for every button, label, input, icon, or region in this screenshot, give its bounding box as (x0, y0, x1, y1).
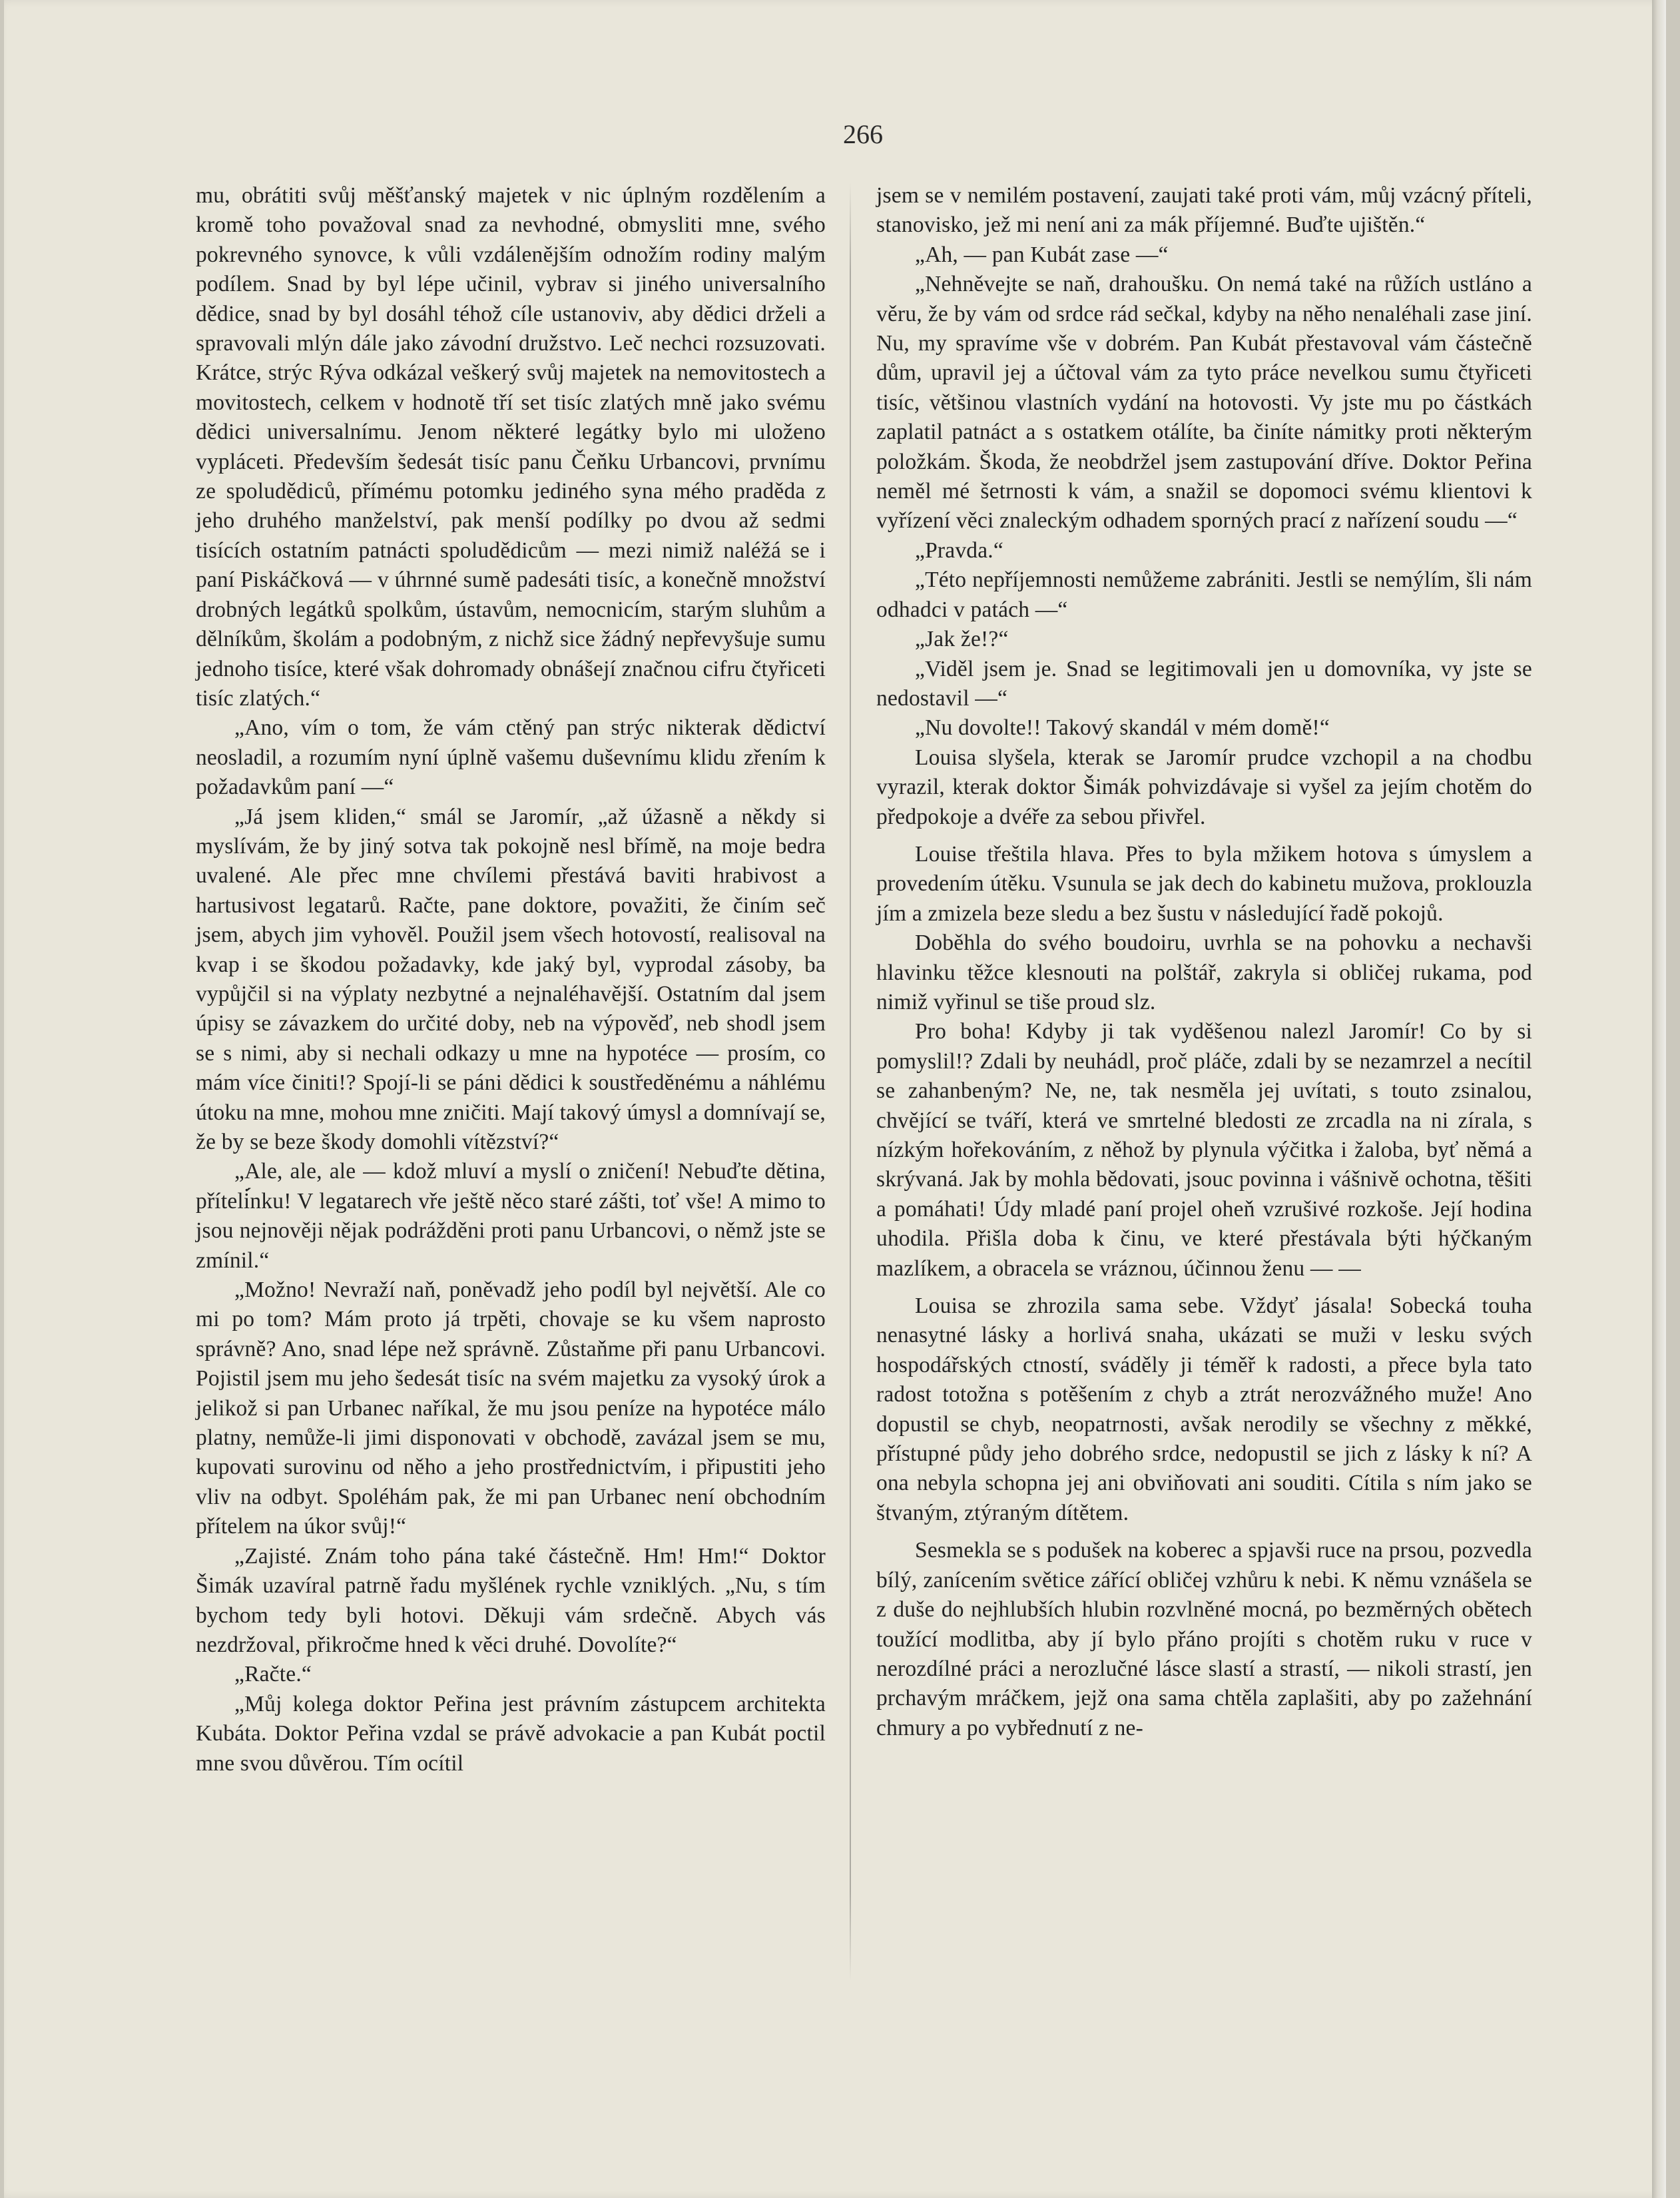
paragraph: „Nehněvejte se naň, drahoušku. On nemá také na růžích ustláno a věru, že by vám od srdce rád sečkal, kdyby na něho nenaléhali zase jiní. Nu, my spravíme vše v dobrém. Pan Kubát přestavoval vám částečně dům, upravil jej a účtoval vám za tyto práce nevelkou sumu čtyřiceti tisíc, většinou vlastních vydání na hotovosti. Vy jste mu po částkách zaplatil patnáct a s ostatkem otálíte, ba činíte námitky proti některým položkám. Škoda, že neobdržel jsem zastupování dříve. Doktor Peřina neměl mé šetrnosti k vám, a snažil se dopomoci svému klientovi k vyřízení věci znaleckým odhadem sporných prací z nařízení soudu —“ (876, 272, 1532, 534)
paragraph: „Jak že!?“ (915, 627, 1009, 652)
paragraph: „Ah, — pan Kubát zase —“ (915, 242, 1169, 267)
paragraph: Pro boha! Kdyby ji tak vyděšenou nalezl Jaromír! Co by si pomyslil!? Zdali by neuhádl, proč pláče, zdali by se nezamrzel a necítil se zahanbeným? Ne, ne, tak nesměla jej uvítati, s touto zsinalou, chvějící se tváří, která ve smrtelné bledosti ze zrcadla na ni zírala, s nízkým hořekováním, z něhož by plynula výčitka i žaloba, byť němá a skrývaná. Jak by mohla bědovati, jsouc povinna i vášnivě ochotna, těšiti a pomáhati! Údy mladé paní projel oheň vzrušivé rozkoše. Její hodina uhodila. Přišla doba k činu, ve které přestávala býti hýčkaným mazlíkem, a obracela se vráznou, účinnou ženu — — (876, 1019, 1532, 1281)
paragraph: „Viděl jsem je. Snad se legitimovali jen u domovníka, vy jste se nedostavil —“ (876, 656, 1532, 711)
paragraph: Louise třeštila hlava. Přes to byla mžikem hotova s úmyslem a provedením útěku. Vsunula se jak dech do kabinetu mužova, proklouzla jím a zmizela beze sledu a bez šustu v následující řadě pokojů. (876, 841, 1532, 926)
paragraph: „Já jsem kliden,“ smál se Jaromír, „až úžasně a někdy si myslívám, že by jiný sotva tak pokojně nesl břímě, na moje bedra uvalené. Ale přec mne chvílemi přestává baviti hrabivost a hartusivost legatarů. Račte, pane doktore, považiti, že činím seč jsem, abych jim vyhověl. Použil jsem všech hotovostí, realisoval na kvap i se škodou požadavky, kde jaký byl, vyprodal zásoby, ba vypůjčil si na výplaty nezbytné a nejnaléhavější. Ostatním dal jsem úpisy se závazkem do určité doby, neb na výpověď, neb shodl jsem se s nimi, aby si nechali odkazy u mne na hypotéce — prosím, co mám více činiti!? Spojí-li se páni dědici k soustředěnému a náhlému útoku na mne, mohou mne zničiti. Mají takový úmysl a domnívají se, že by se beze škody domohli vítězství?“ (196, 804, 826, 1154)
paragraph: Doběhla do svého boudoiru, uvrhla se na pohovku a nechavši hlavinku těžce klesnouti na polštář, zakryla si obličej rukama, pod nimiž vyřinul se tiše proud slz. (876, 930, 1532, 1014)
paragraph: Louisa se zhrozila sama sebe. Vždyť jásala! Sobecká touha nenasytné lásky a horlivá snaha, ukázati se muži v lesku svých hospodářských ctností, sváděly ji téměř k radosti, a přece byla tato radost totožna s potěšením z chyb a ztrát nerozvážného muže! Ano dopustil se chyb, neopatrnosti, avšak nerodily se všechny z měkké, přístupné půdy jeho dobrého srdce, nedopustil se jich z lásky k ní? A ona nebyla schopna jej ani obviňovati ani souditi. Cítila s ním jako se štvaným, ztýraným dítětem. (876, 1293, 1532, 1525)
paragraph: „Ano, vím o tom, že vám ctěný pan strýc nikterak dědictví neosladil, a rozumím nyní úplně vašemu duševnímu klidu zřením k požadavkům paní —“ (196, 715, 826, 800)
book-page (4, 0, 1666, 2198)
right-column (876, 181, 1532, 1743)
paragraph: „Můj kolega doktor Peřina jest právním zástupcem architekta Kubáta. Doktor Peřina vzdal se právě advokacie a pan Kubát poctil mne svou důvěrou. Tím ocítil (196, 1691, 826, 1776)
paragraph: Sesmekla se s podušek na koberec a spjavši ruce na prsou, pozvedla bílý, zanícením světice zářící obličej vzhůru k nebi. K němu vznášela se z duše do nejhlubších hlubin rozvlněné mocná, po bezměrných obětech toužící modlitba, aby jí bylo přáno projíti s chotěm ruku v ruce v nerozdílné práci a nerozlučné lásce slastí a strastí, — nikoli strastí, jen prchavým mráčkem, jejž ona sama chtěla zaplašiti, aby po zažehnání chmury a po vybřednutí z ne- (876, 1538, 1532, 1740)
left-column (196, 181, 826, 1778)
paragraph: „Zajisté. Znám toho pána také částečně. Hm! Hm!“ Doktor Šimák uzavíral patrně řadu myšlének rychle vzniklých. „Nu, s tím bychom tedy byli hotovi. Děkuji vám srdečně. Abych vás nezdržoval, přikročme hned k věci druhé. Dovolíte?“ (196, 1543, 826, 1657)
paragraph: „Račte.“ (234, 1662, 312, 1687)
paragraph: „Této nepříjemnosti nemůžeme zabrániti. Jestli se nemýlím, šli nám odhadci v patách —“ (876, 567, 1532, 622)
paragraph: jsem se v nemilém postavení, zaujati také proti vám, můj vzácný příteli, stanovisko, jež mi není ani za mák příjemné. Buďte ujištěn.“ (876, 183, 1532, 238)
page-number: 266 (843, 119, 883, 149)
paragraph: „Pravda.“ (915, 538, 1003, 563)
paragraph: „Nu dovolte!! Takový skandál v mém domě!“ (915, 715, 1330, 741)
paragraph: „Možno! Nevraží naň, poněvadž jeho podíl byl největší. Ale co mi po tom? Mám proto já trpěti, chovaje se ku všem naprosto správně? Ano, snad lépe než správně. Zůstaňme při panu Urbancovi. Pojistil jsem mu jeho šedesát tisíc na svém majetku za vysoký úrok a jelikož si pan Urbanec naříkal, že mu jsou peníze na hypotéce málo platny, nemůže-li jimi disponovati v obchodě, zavázal jsem se mu, kupovati surovinu od něho a jeho prostřednictvím, i připustiti jeho vliv na odbyt. Spoléhám pak, že mi pan Urbanec není obchodním přítelem na úkor svůj!“ (196, 1278, 826, 1539)
paragraph: Louisa slyšela, kterak se Jaromír prudce vzchopil a na chodbu vyrazil, kterak doktor Šimák pohvizdávaje si vyšel za jejím chotěm do předpokoje a dvéře za sebou přivřel. (876, 745, 1532, 829)
column-divider (850, 183, 851, 1981)
paragraph: „Ale, ale, ale — kdož mluví a myslí o zničení! Nebuďte dětina, příteli̇́nku! V legatarech vře ještě něco staré zášti, toť vše! A mimo to jsou nejnověji nějak podrážděni proti panu Urbancovi, o němž jste se zmínil.“ (196, 1159, 826, 1273)
paragraph: mu, obrátiti svůj měšťanský majetek v nic úplným rozdělením a kromě toho považoval snad za nevhodné, obmysliti mne, svého pokrevného synovce, k vůli vzdálenějším odnožím rodiny malým podílem. Snad by byl lépe učinil, vybrav si jiného universalního dědice, snad by byl dosáhl téhož cíle ustanoviv, aby dědici drželi a spravovali mlýn dále jako závodní družstvo. Leč nechci rozsuzovati. Krátce, strýc Rýva odkázal veškerý svůj majetek na nemovitostech a movitostech, celkem v hodnotě tří set tisíc zlatých mně jako svému dědici universalnímu. Jenom některé legátky bylo mi uloženo vypláceti. Především šedesát tisíc panu Čeňku Urbancovi, prvnímu ze spoludědiců, přímému potomku jediného syna mého praděda z jeho druhého manželství, pak menší podílky po dvou až sedmi tisících ostatním patnácti spoludědicům — mezi nimiž naléžá se i paní Piskáčková — v úhrnné sumě padesáti tisíc, a konečně množství drobných legátků spolkům, ústavům, nemocnicím, starým sluhům a dělníkům, školám a podobným, z nichž sice žádný nepřevyšuje sumu jednoho tisíce, které však dohromady obnášejí značnou cifru čtyřiceti tisíc zlatých.“ (196, 183, 826, 711)
page-edge-shadow (1652, 0, 1666, 2198)
